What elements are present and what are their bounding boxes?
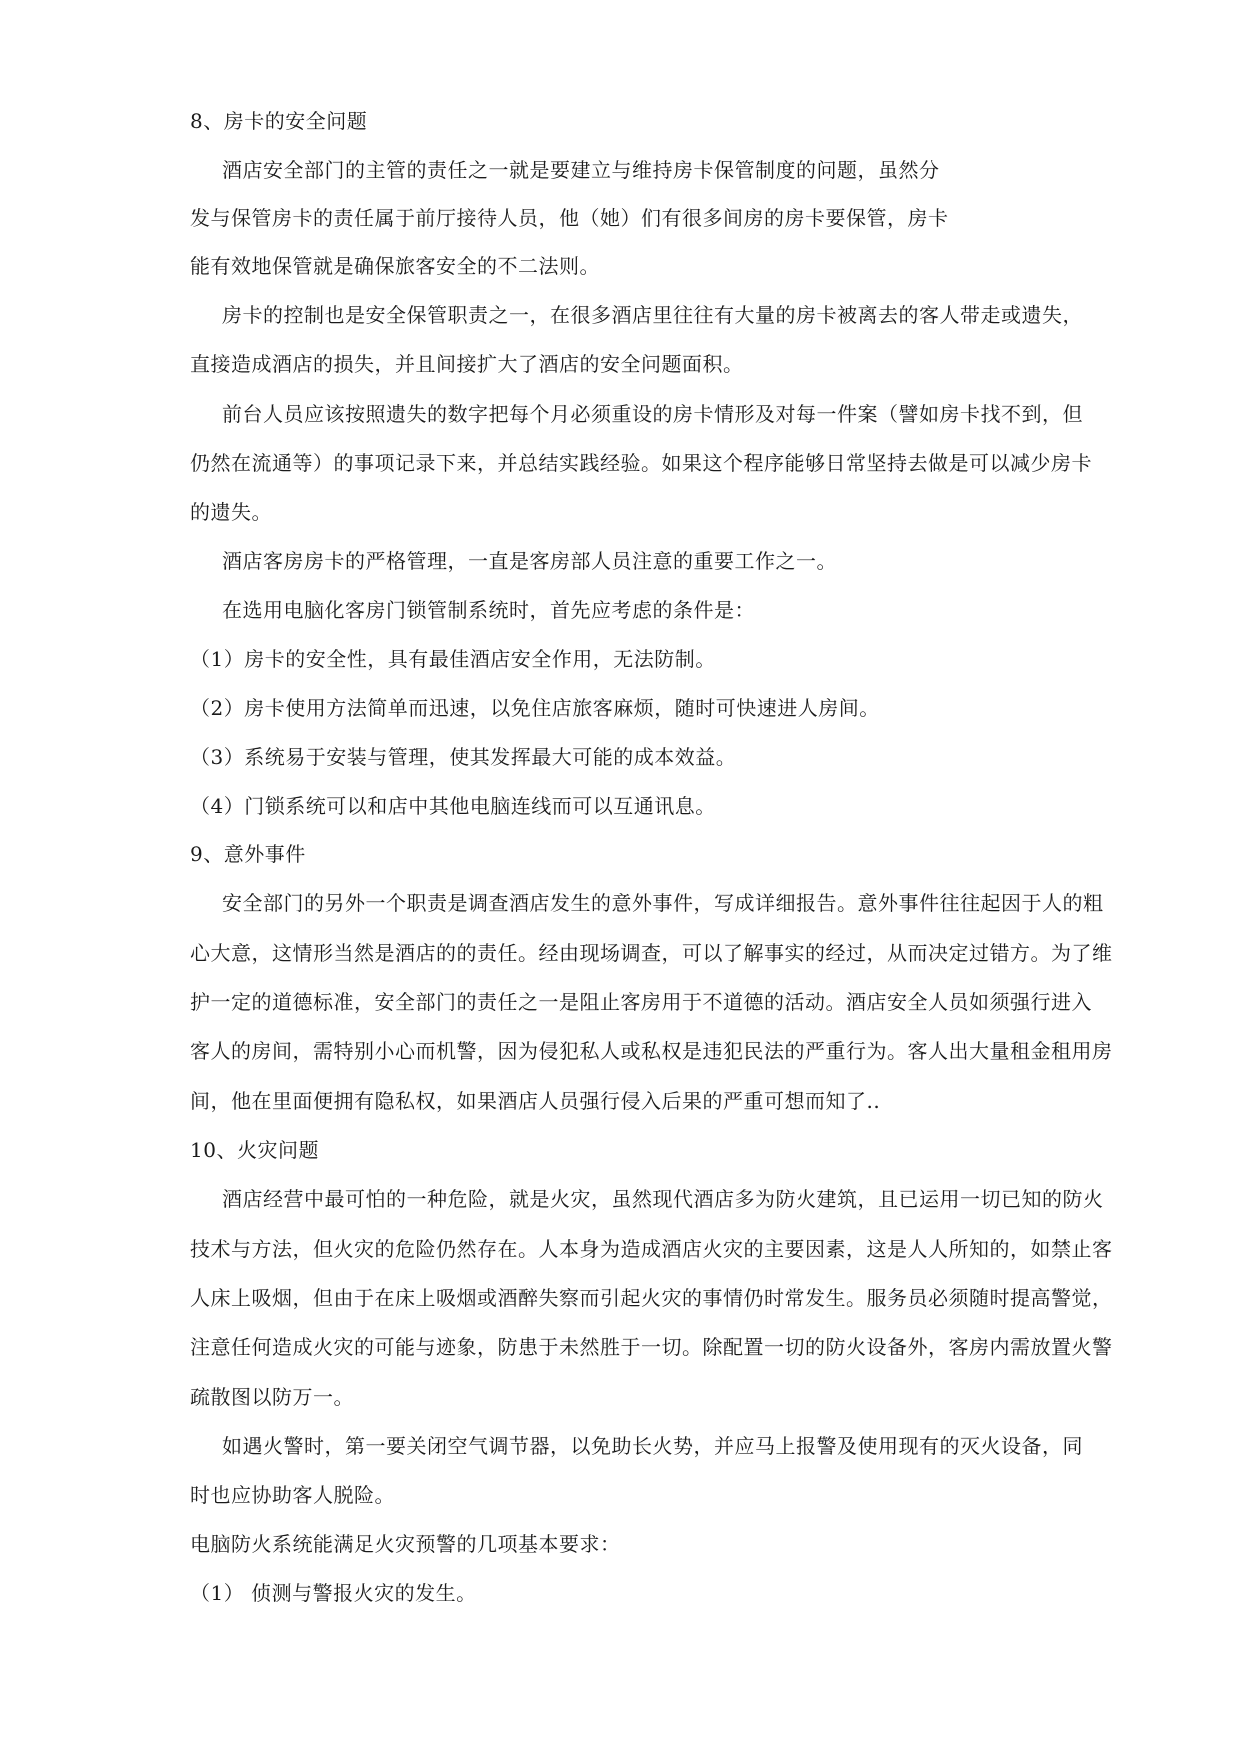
paragraph-line: 技术与方法，但火灾的危险仍然存在。人本身为造成酒店火灾的主要因素，这是人人所知的，如禁止客 [190, 1237, 1113, 1261]
paragraph-line: 在选用电脑化客房门锁管制系统时，首先应考虑的条件是： [222, 598, 755, 622]
section-heading: 9、意外事件 [190, 842, 306, 866]
paragraph-line: 间，他在里面便拥有隐私权，如果酒店人员强行侵入后果的严重可想而知了.. [190, 1089, 881, 1113]
paragraph-line: 客人的房间，需特别小心而机警，因为侵犯私人或私权是违犯民法的严重行为。客人出大量租金租用房 [190, 1039, 1113, 1063]
section-heading: 8、房卡的安全问题 [190, 109, 368, 133]
paragraph-line: 电脑防火系统能满足火灾预警的几项基本要求： [190, 1532, 621, 1556]
list-item: （1） 侦测与警报火灾的发生。 [190, 1581, 477, 1605]
paragraph-line: 护一定的道德标准，安全部门的责任之一是阻止客房用于不道德的活动。酒店安全人员如须强行进入 [190, 990, 1092, 1014]
paragraph-line: 前台人员应该按照遗失的数字把每个月必须重设的房卡情形及对每一件案（譬如房卡找不到，但 [222, 402, 1083, 426]
paragraph-line: 发与保管房卡的责任属于前厅接待人员，他（她）们有很多间房的房卡要保管，房卡 [190, 206, 949, 230]
paragraph-line: 仍然在流通等）的事项记录下来，并总结实践经验。如果这个程序能够日常坚持去做是可以减少房卡 [190, 451, 1092, 475]
paragraph-line: 如遇火警时，第一要关闭空气调节器，以免助长火势，并应马上报警及使用现有的灭火设备，同 [222, 1434, 1083, 1458]
paragraph-line: 的遗失。 [190, 500, 272, 524]
paragraph-line: 酒店客房房卡的严格管理，一直是客房部人员注意的重要工作之一。 [222, 549, 837, 573]
list-item: （4）门锁系统可以和店中其他电脑连线而可以互通讯息。 [190, 794, 716, 818]
paragraph-line: 能有效地保管就是确保旅客安全的不二法则。 [190, 254, 600, 278]
paragraph-line: 心大意，这情形当然是酒店的的责任。经由现场调查，可以了解事实的经过，从而决定过错方。为了维 [190, 941, 1113, 965]
list-item: （1）房卡的安全性，具有最佳酒店安全作用，无法防制。 [190, 647, 716, 671]
list-item: （3）系统易于安装与管理，使其发挥最大可能的成本效益。 [190, 745, 737, 769]
paragraph-line: 直接造成酒店的损失，并且间接扩大了酒店的安全问题面积。 [190, 352, 744, 376]
paragraph-line: 酒店安全部门的主管的责任之一就是要建立与维持房卡保管制度的问题，虽然分 [222, 158, 940, 182]
paragraph-line: 时也应协助客人脱险。 [190, 1483, 395, 1507]
paragraph-line: 安全部门的另外一个职责是调查酒店发生的意外事件，写成详细报告。意外事件往往起因于人的粗 [222, 891, 1104, 915]
paragraph-line: 房卡的控制也是安全保管职责之一，在很多酒店里往往有大量的房卡被离去的客人带走或遗失， [222, 303, 1083, 327]
paragraph-line: 酒店经营中最可怕的一种危险，就是火灾，虽然现代酒店多为防火建筑，且已运用一切已知的防火 [222, 1187, 1104, 1211]
paragraph-line: 人床上吸烟，但由于在床上吸烟或酒醉失察而引起火灾的事情仍时常发生。服务员必须随时提高警觉， [190, 1286, 1113, 1310]
paragraph-line: 疏散图以防万一。 [190, 1385, 354, 1409]
list-item: （2）房卡使用方法简单而迅速，以免住店旅客麻烦，随时可快速进人房间。 [190, 696, 880, 720]
section-heading: 10、火灾问题 [190, 1138, 319, 1162]
paragraph-line: 注意任何造成火灾的可能与迹象，防患于未然胜于一切。除配置一切的防火设备外，客房内需放置火警 [190, 1335, 1113, 1359]
